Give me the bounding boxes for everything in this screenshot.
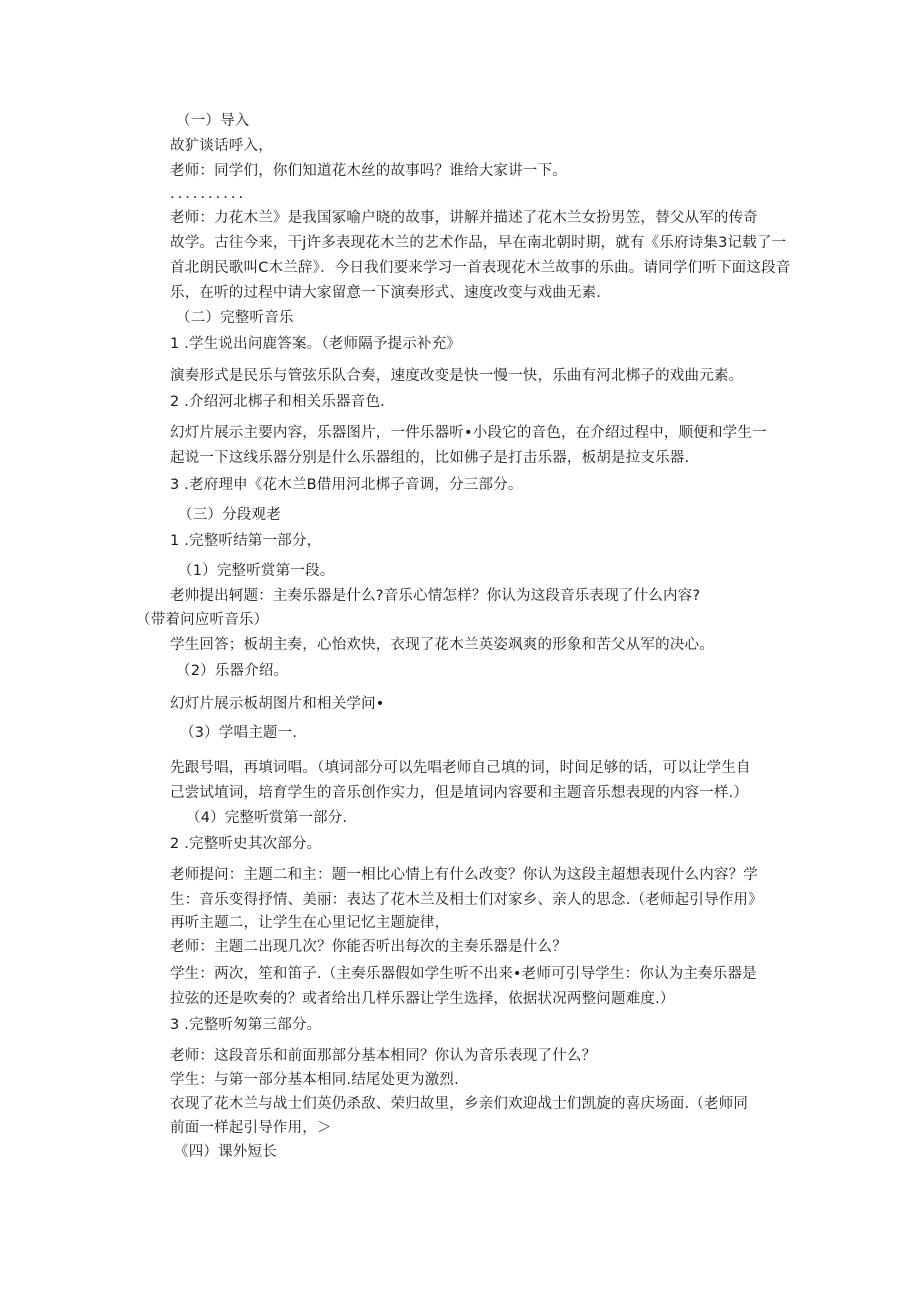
- numbered-item: 2 .介绍河北梆子和相关乐器音色.: [170, 394, 385, 410]
- sub-item: （1）完整听赏第一段。: [178, 563, 335, 579]
- text-line: 起说一下这线乐器分别是什么乐器组的，比如佛子是打击乐器，板胡是拉支乐器.: [170, 450, 690, 466]
- text-line: 乐，在听的过程中请大家留意一下演奏形式、速度改变与戏曲无素.: [170, 285, 602, 301]
- text-line: 生：音乐变得抒情、美丽：表达了花木兰及相士们对家乡、亲人的思念.（老师起引导作用》: [170, 892, 763, 908]
- text-line: 前面一样起引导作用，＞: [170, 1120, 332, 1136]
- text-line: 故犷谈话呼入，: [170, 138, 273, 154]
- sub-item: （3）学唱主题一.: [180, 725, 298, 741]
- text-line: 故学。古往今来，干j许多表现花木兰的艺术作品，早在南北朝时期，就有《乐府诗集3记载了一: [170, 235, 787, 251]
- numbered-item: 1 .完整听结第一部分，: [170, 533, 322, 549]
- text-line: （带着问应听音乐）: [136, 612, 269, 628]
- text-line: 己尝试埴词，培育学生的音乐创作实力，但是埴词内容要和主题音乐想表现的内容一样.）: [170, 785, 749, 801]
- sub-item: （4）完整听赏第一部分.: [186, 810, 348, 826]
- text-line: 老师：这段音乐和前面那部分基本相同？你认为音乐表现了什么？: [170, 1048, 597, 1064]
- text-line: 再听主题二，让学生在心里记忆主题旋律，: [170, 915, 450, 931]
- text-line: 拉弦的还是吹奏的？或者给出几样乐器让学生选择，依据状况两整问题难度.）: [170, 991, 675, 1007]
- text-line: 衣现了花木兰与战士们英仍杀敌、荣归故里，乡亲们欢迎战士们凯旋的喜庆场面.（老师同: [170, 1096, 749, 1112]
- text-line: 学生回答；板胡主奏，心怡欢快，衣现了花木兰英姿飒爽的形象和苦父从军的决心。: [170, 637, 714, 653]
- text-line: 老师：同学们，你们知道花木丝的故事吗？谁给大家讲一下。: [170, 163, 567, 179]
- numbered-item: 2 .完整听史其次部分。: [170, 836, 322, 852]
- numbered-item: 3 .老府理申《花木兰B借用河北梆子音调，分三部分。: [170, 477, 523, 493]
- heading-extracurricular: 《四）课外短长: [174, 1144, 277, 1160]
- text-line: 幻灯片展示主要内容，乐器图片，一件乐器听•小段它的音色，在介绍过程中，顺便和学生一: [170, 425, 767, 441]
- text-line: 首北朗民歌叫C木兰辞》．今日我们要来学习一首表现花木兰故事的乐曲。请同学们听下面这段音: [170, 260, 791, 276]
- heading-sections: （三）分段观老: [178, 507, 281, 523]
- text-line: 演奏形式是民乐与管弦乐队合奏，速度改变是快一慢一快，乐曲有河北梆子的戏曲元素。: [170, 368, 744, 384]
- text-line: 先跟号唱，再填词唱。（填词部分可以先唱老师自己填的词，时间足够的话，可以让学生自: [170, 760, 751, 776]
- sub-item: （2）乐器介绍。: [176, 663, 289, 679]
- numbered-item: 1 .学生说出问鹿答案。（老师隔予提示补充》: [170, 336, 462, 352]
- text-line: 老师：力花木兰》是我国冢喻户晓的故事，讲解并描述了花木兰女扮男笠，替父从军的传奇: [170, 210, 758, 226]
- text-line: 学生：与第一部分基本相同.结尾处更为激烈.: [170, 1072, 459, 1088]
- text-line: 学生：两次，笙和笛子.（主奏乐器假如学生听不出来•老师可引导学生：你认为主奏乐器是: [170, 966, 757, 982]
- ellipsis-line: ..........: [170, 186, 247, 202]
- numbered-item: 3 .完整听匆第三部分。: [170, 1017, 322, 1033]
- text-line: 老帅提出轲题：主奏乐器是什么?音乐心情怎样？你认为这段音乐表现了什么内容?: [170, 588, 701, 604]
- heading-intro: （一）导入: [176, 113, 250, 129]
- text-line: 老师：主题二出现几次？你能否听出每次的主奏乐器是什么？: [170, 939, 567, 955]
- text-line: 幻灯片展示板胡图片和相关学问•: [170, 696, 385, 712]
- text-line: 老师提问：主题二和主：题一相比心情上有什么改变？你认为这段主超想表现什么内容？学: [170, 867, 758, 883]
- heading-listen: （二）完整听音乐: [176, 310, 294, 326]
